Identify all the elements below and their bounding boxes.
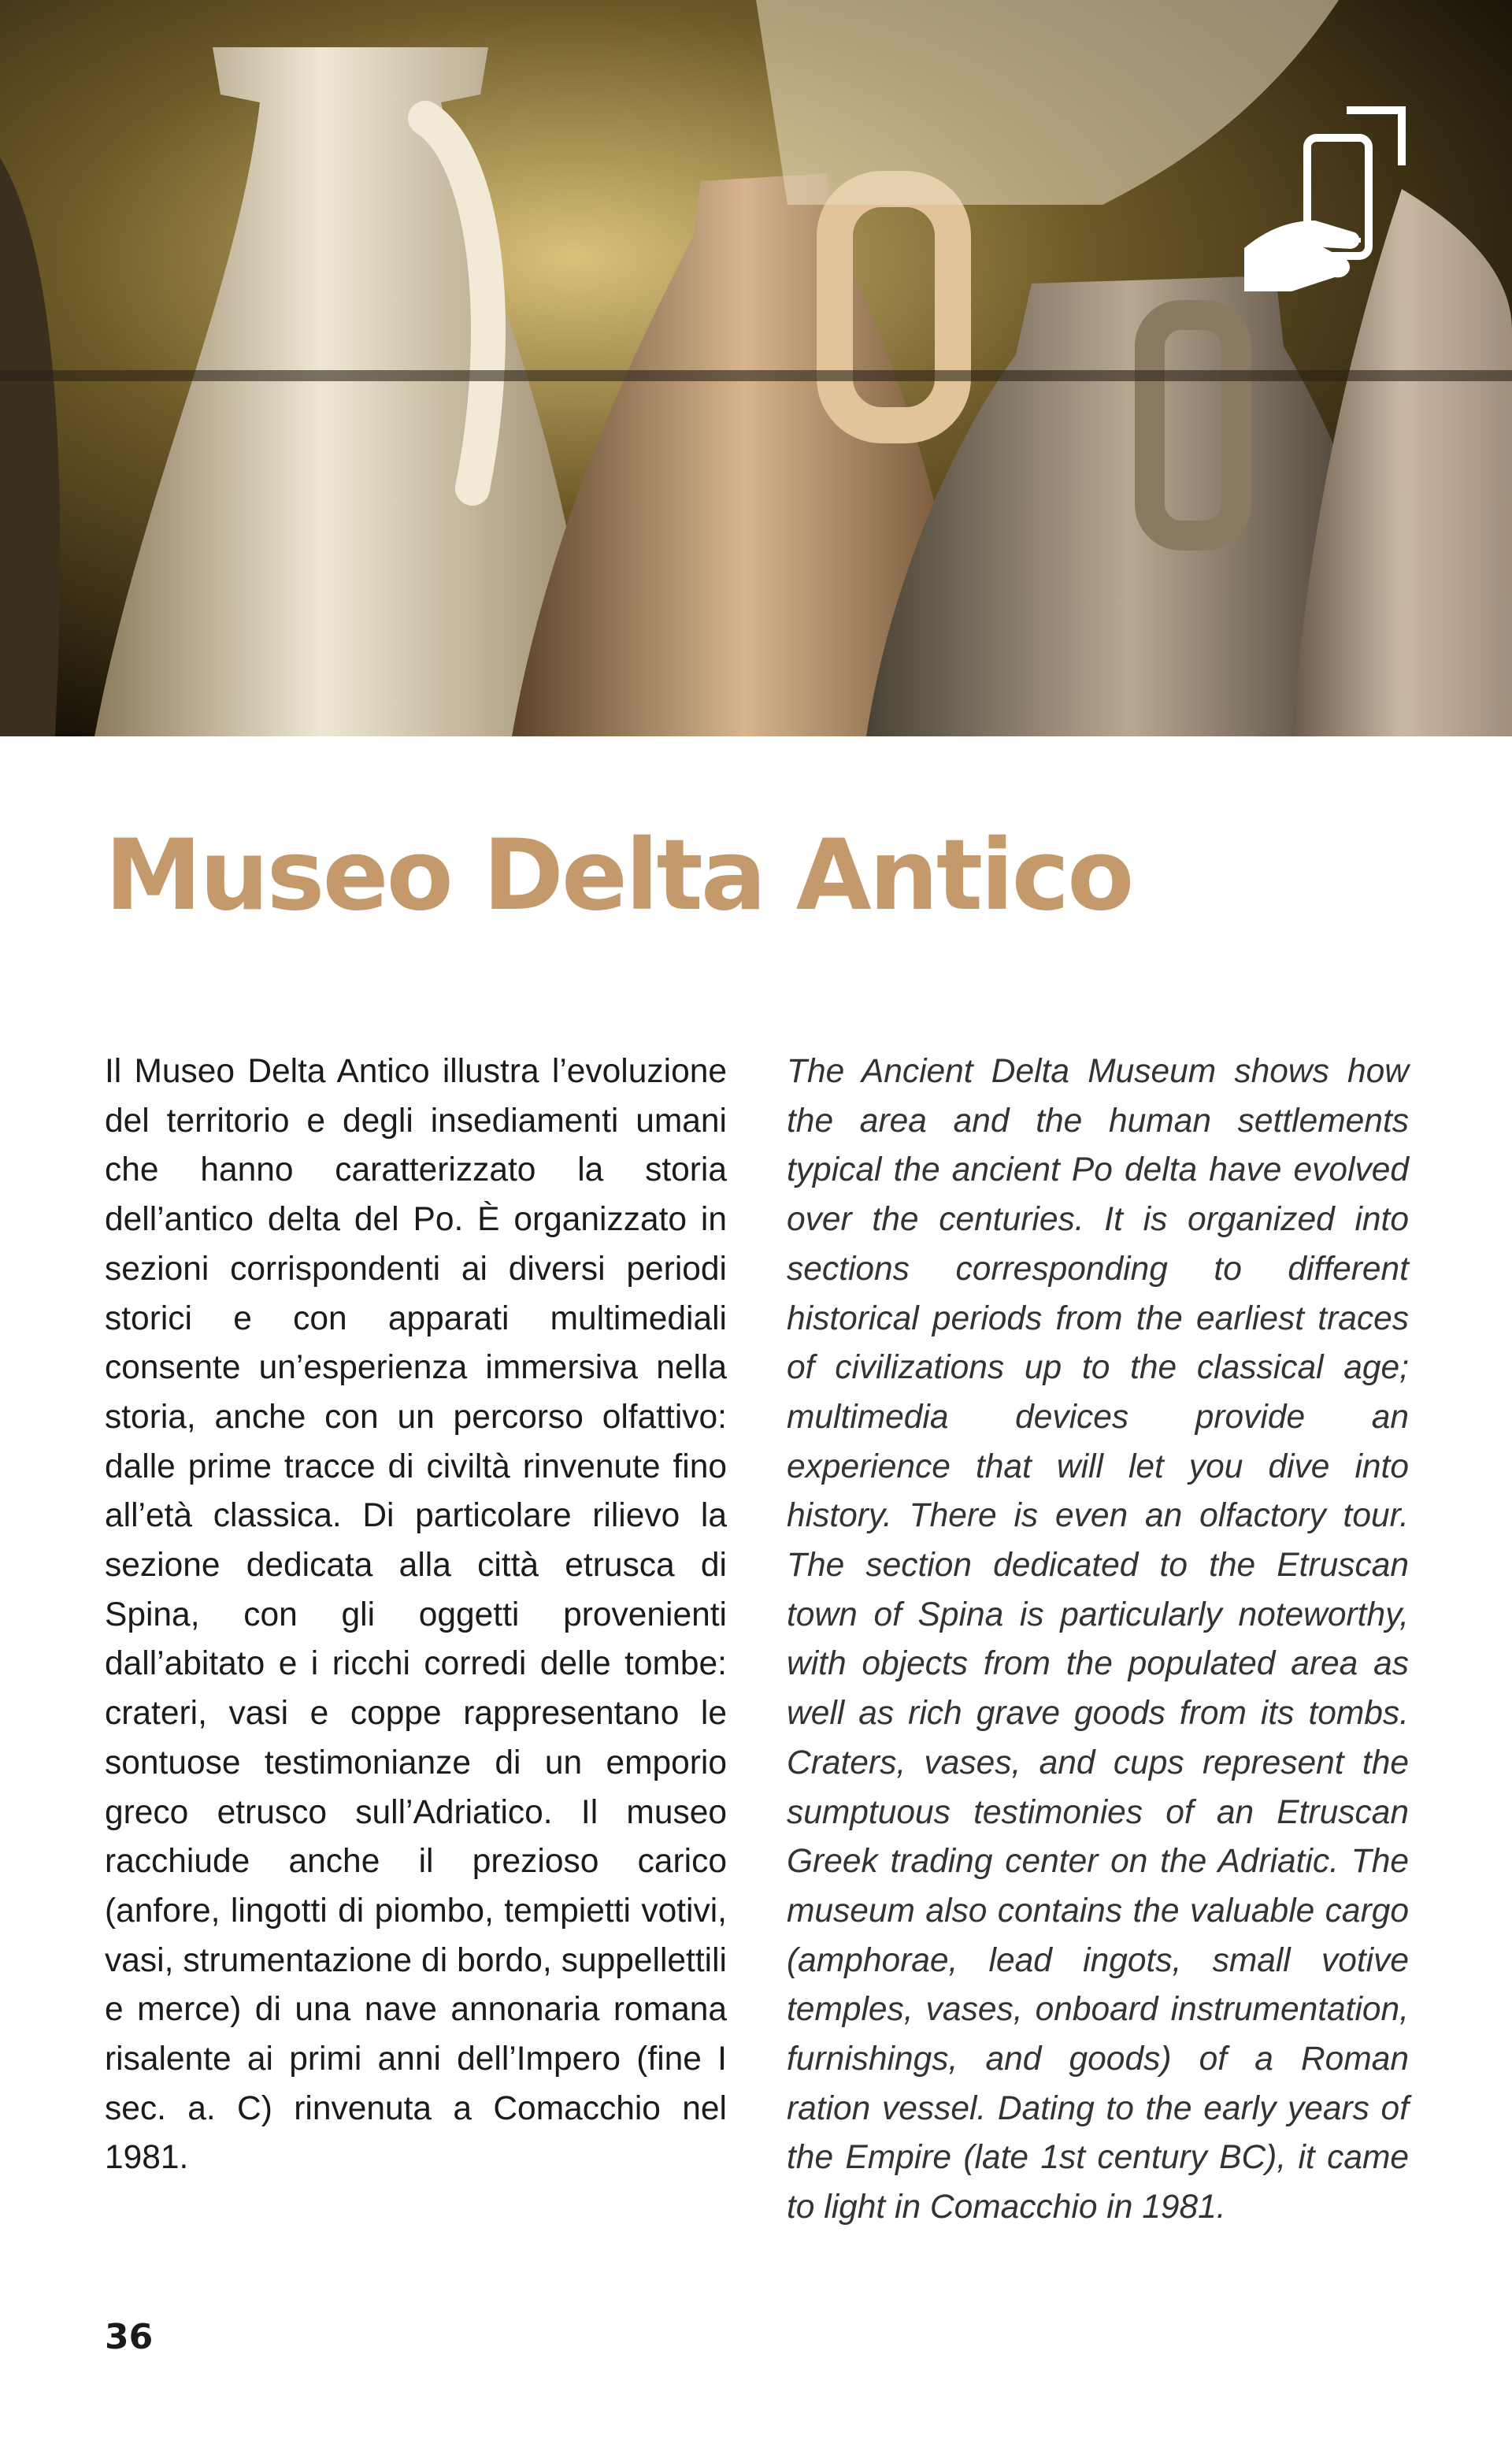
page-title: Museo Delta Antico xyxy=(105,819,1132,932)
body-text-english: The Ancient Delta Museum shows how the area and the human settlements typical the ancient Po delta have evolved over the centuries. It is organized into sections corresponding to different historical periods from the earliest traces of civilizations up to the classical age; multimedia devices provide an experience that will let you dive into history. There is even an olfactory tour. The section dedicated to the Etruscan town of Spina is particularly noteworthy, with objects from the populated area as well as rich grave goods from its tombs. Craters, vases, and cups represent the sumptuous testimonies of an Etruscan Greek trading center on the Adriatic. The museum also contains the valuable cargo (amphorae, lead ingots, small votive temples, vases, onboard instrumentation, furnishings, and goods) of a Roman ration vessel. Dating to the early years of the Empire (late 1st century BC), it came to light in Comacchio in 1981. xyxy=(787,1053,1409,2226)
body-text-italian: Il Museo Delta Antico illustra l’evoluzione del territorio e degli insediamenti umani che hanno caratterizzato la storia dell’antico delta del Po. È organizzato in sezioni corrispondenti ai diversi periodi storici e con apparati multimediali consente un’esperienza immersiva nella storia, anche con un percorso olfattivo: dalle prime tracce di civiltà rinvenute fino all’età classica. Di particolare rilievo la sezione dedicata alla città etrusca di Spina, con gli oggetti provenienti dall’abitato e i ricchi corredi delle tombe: crateri, vasi e coppe rappresentano le sontuose testimonianze di un emporio greco etrusco sull’Adriatico. Il museo racchiude anche il prezioso carico (anfore, lingotti di piombo, tempietti votivi, vasi, strumentazione di bordo, suppellettili e merce) di una nave annonaria romana risalente ai primi anni dell’Impero (fine I sec. a. C) rinvenuta a Comacchio nel 1981. xyxy=(105,1053,727,2177)
hero-photo-amphorae xyxy=(0,0,1512,736)
page-number: 36 xyxy=(105,2317,154,2357)
phone-in-hand-icon xyxy=(1236,102,1410,299)
